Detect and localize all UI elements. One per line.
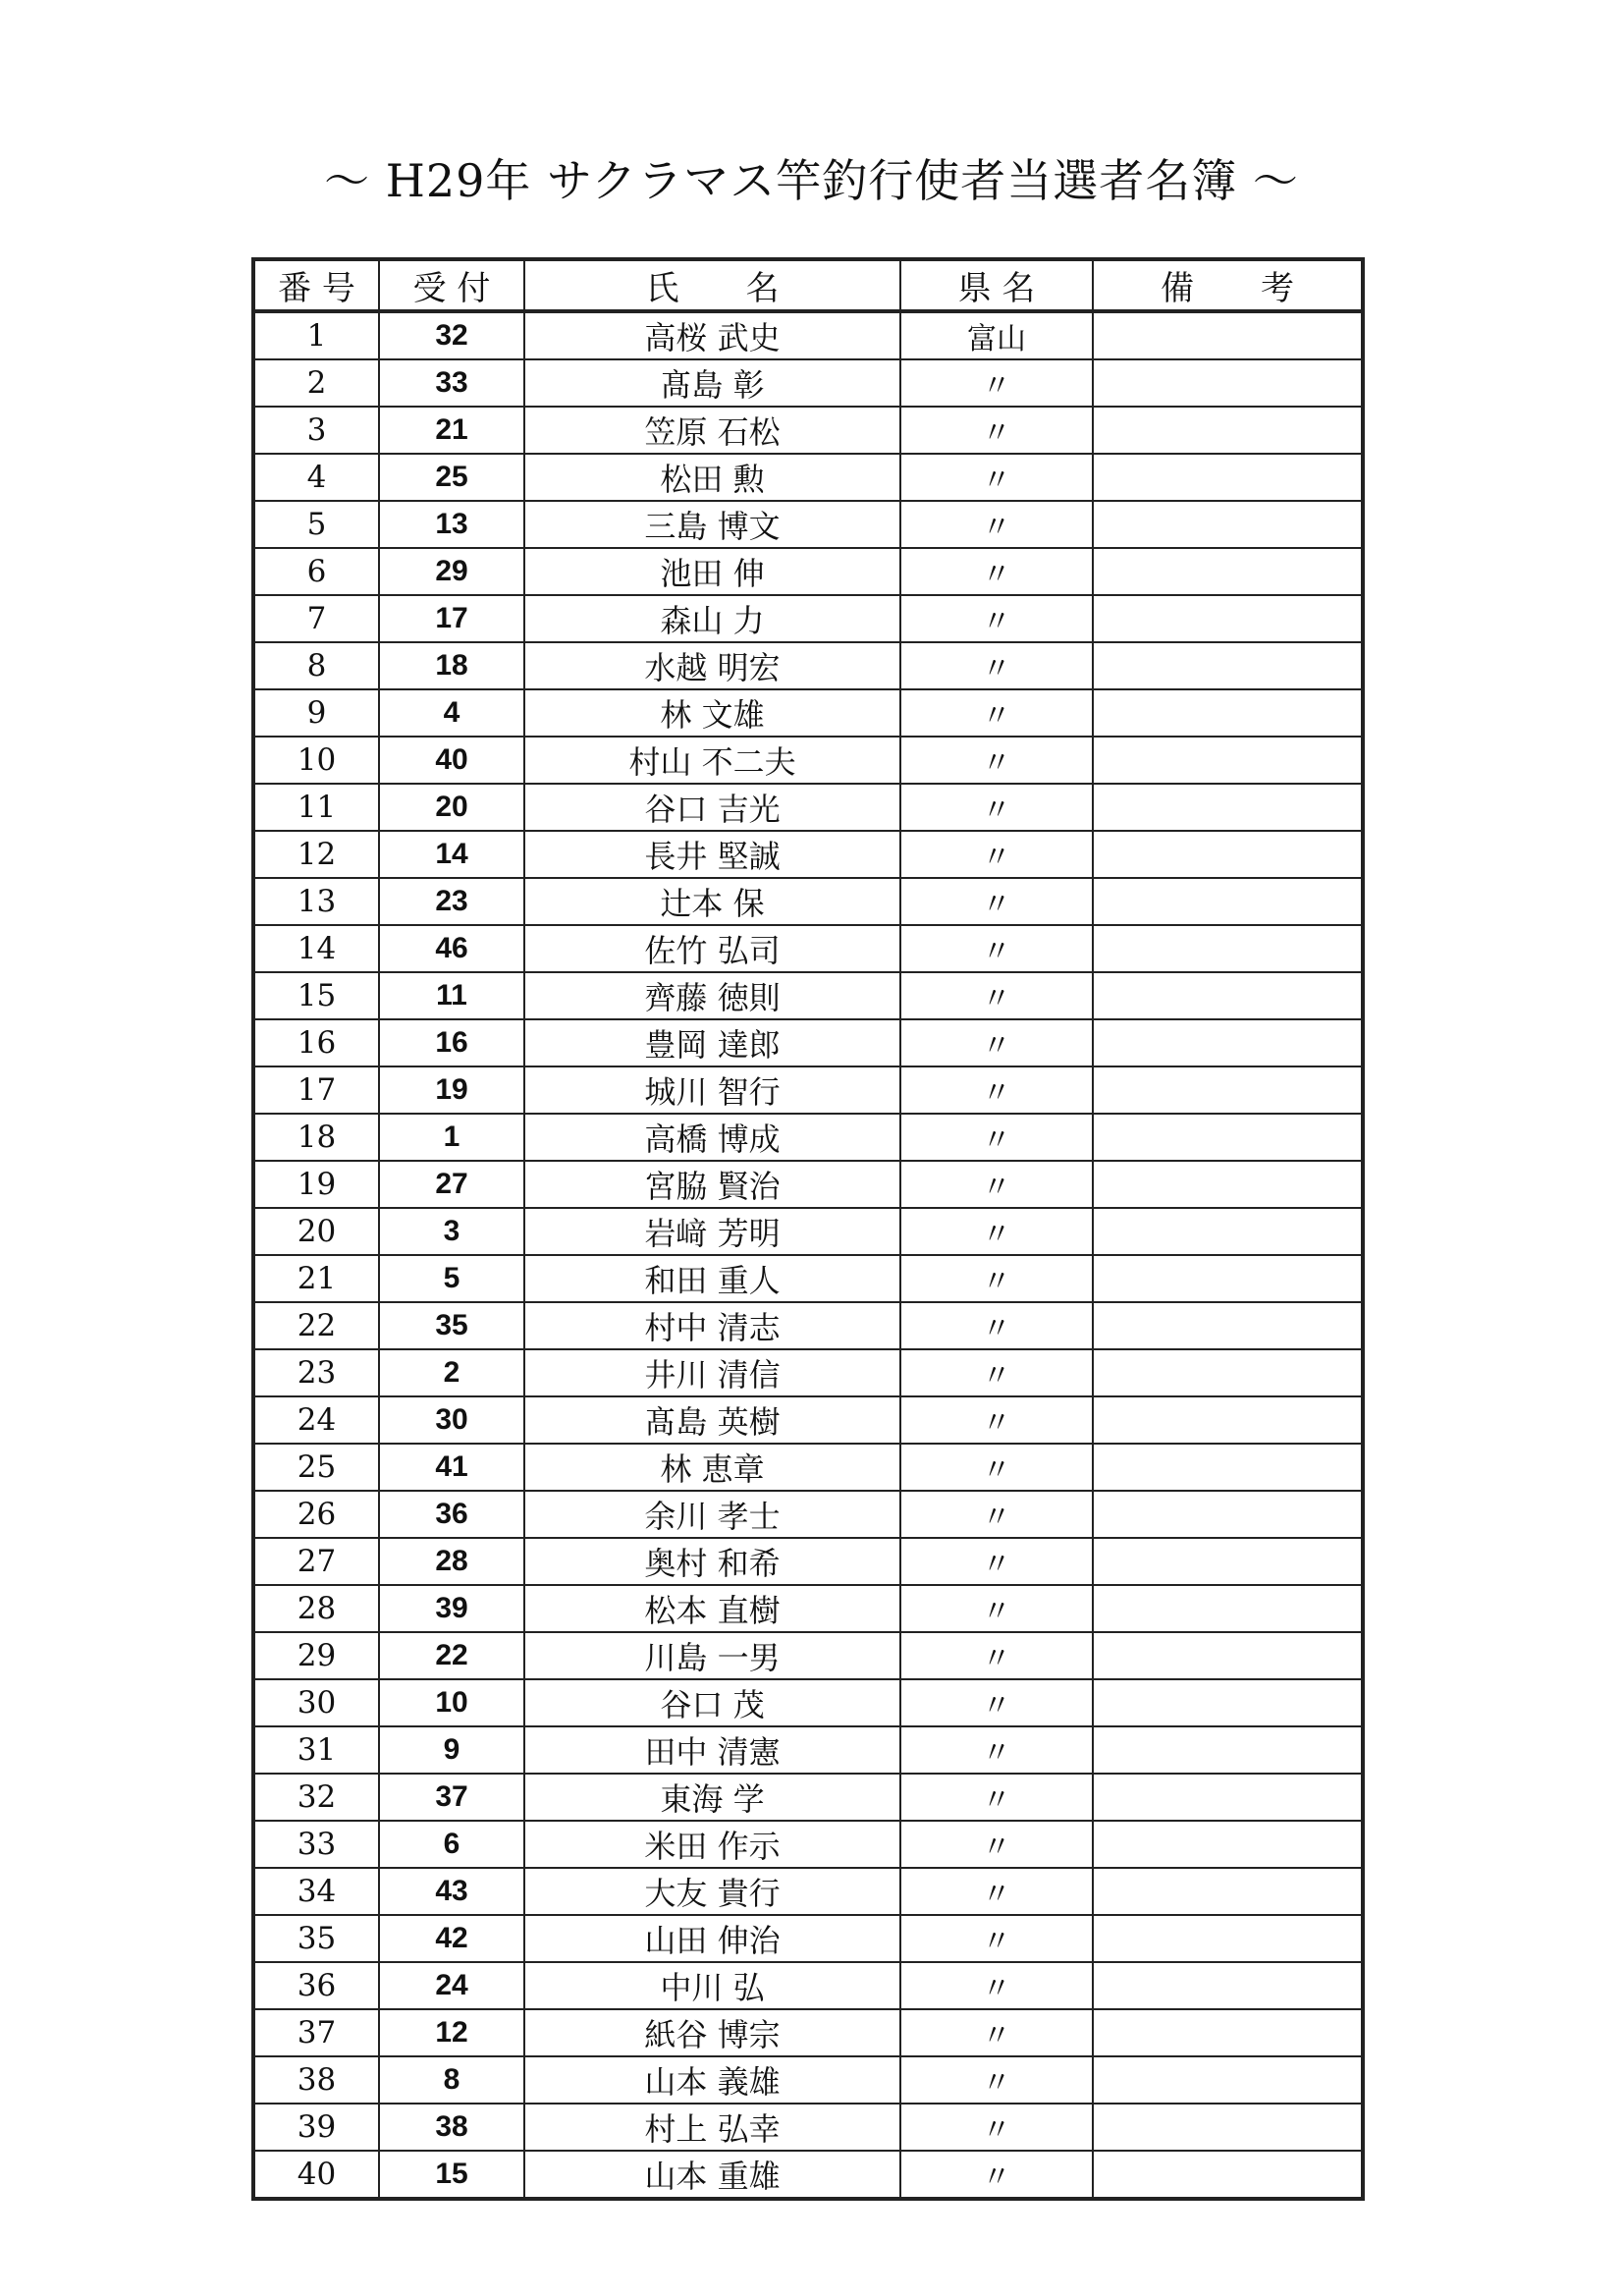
table-row xyxy=(253,1679,1363,1726)
cell-prefecture: 〃 xyxy=(900,501,1093,548)
cell-remarks xyxy=(1093,1915,1363,1962)
cell-prefecture: 〃 xyxy=(900,1208,1093,1255)
table-row xyxy=(253,359,1363,407)
cell-remarks xyxy=(1093,407,1363,454)
cell-name: 和田 重人 xyxy=(524,1255,900,1302)
cell-reception: 14 xyxy=(379,831,524,878)
page-title: ～ H29年 サクラマス竿釣行使者当選者名簿 ～ xyxy=(324,154,1299,207)
cell-prefecture: 〃 xyxy=(900,1632,1093,1679)
cell-name: 大友 貴行 xyxy=(524,1868,900,1915)
cell-number: 9 xyxy=(253,689,379,737)
cell-name: 宮脇 賢治 xyxy=(524,1161,900,1208)
table-row xyxy=(253,1491,1363,1538)
cell-remarks xyxy=(1093,1396,1363,1444)
cell-prefecture: 〃 xyxy=(900,1821,1093,1868)
cell-remarks xyxy=(1093,2009,1363,2056)
cell-reception: 2 xyxy=(379,1349,524,1396)
cell-prefecture: 〃 xyxy=(900,972,1093,1019)
cell-name: 髙島 彰 xyxy=(524,359,900,407)
cell-prefecture: 〃 xyxy=(900,1349,1093,1396)
table-row xyxy=(253,1726,1363,1774)
cell-reception: 4 xyxy=(379,689,524,737)
cell-remarks xyxy=(1093,1679,1363,1726)
table-row xyxy=(253,689,1363,737)
cell-number: 4 xyxy=(253,454,379,501)
cell-number: 7 xyxy=(253,595,379,642)
header-number: 番 号 xyxy=(253,259,379,311)
cell-name: 三島 博文 xyxy=(524,501,900,548)
cell-remarks xyxy=(1093,1208,1363,1255)
cell-prefecture: 〃 xyxy=(900,2009,1093,2056)
cell-remarks xyxy=(1093,737,1363,784)
cell-name: 奥村 和希 xyxy=(524,1538,900,1585)
cell-reception: 35 xyxy=(379,1302,524,1349)
table-row xyxy=(253,501,1363,548)
cell-number: 15 xyxy=(253,972,379,1019)
cell-name: 村上 弘幸 xyxy=(524,2104,900,2151)
cell-name: 紙谷 博宗 xyxy=(524,2009,900,2056)
cell-reception: 38 xyxy=(379,2104,524,2151)
cell-number: 23 xyxy=(253,1349,379,1396)
table-row xyxy=(253,1396,1363,1444)
cell-reception: 16 xyxy=(379,1019,524,1066)
cell-reception: 15 xyxy=(379,2151,524,2199)
cell-name: 豊岡 達郎 xyxy=(524,1019,900,1066)
table-row xyxy=(253,1538,1363,1585)
table-row xyxy=(253,1161,1363,1208)
cell-remarks xyxy=(1093,311,1363,359)
cell-name: 山田 伸治 xyxy=(524,1915,900,1962)
cell-reception: 24 xyxy=(379,1962,524,2009)
cell-name: 米田 作示 xyxy=(524,1821,900,1868)
cell-name: 中川 弘 xyxy=(524,1962,900,2009)
cell-reception: 42 xyxy=(379,1915,524,1962)
cell-remarks xyxy=(1093,642,1363,689)
cell-name: 高橋 博成 xyxy=(524,1114,900,1161)
cell-reception: 3 xyxy=(379,1208,524,1255)
cell-remarks xyxy=(1093,689,1363,737)
cell-prefecture: 〃 xyxy=(900,1114,1093,1161)
cell-remarks xyxy=(1093,1066,1363,1114)
cell-remarks xyxy=(1093,831,1363,878)
cell-prefecture: 〃 xyxy=(900,925,1093,972)
cell-remarks xyxy=(1093,1491,1363,1538)
cell-name: 川島 一男 xyxy=(524,1632,900,1679)
table-row xyxy=(253,2056,1363,2104)
cell-reception: 10 xyxy=(379,1679,524,1726)
header-row xyxy=(253,259,1363,311)
cell-name: 城川 智行 xyxy=(524,1066,900,1114)
cell-number: 12 xyxy=(253,831,379,878)
cell-reception: 5 xyxy=(379,1255,524,1302)
table-row xyxy=(253,831,1363,878)
table-row xyxy=(253,1915,1363,1962)
cell-number: 33 xyxy=(253,1821,379,1868)
cell-reception: 21 xyxy=(379,407,524,454)
cell-number: 10 xyxy=(253,737,379,784)
cell-prefecture: 〃 xyxy=(900,548,1093,595)
cell-reception: 17 xyxy=(379,595,524,642)
cell-reception: 36 xyxy=(379,1491,524,1538)
cell-reception: 13 xyxy=(379,501,524,548)
cell-number: 25 xyxy=(253,1444,379,1491)
table-row xyxy=(253,1019,1363,1066)
cell-number: 35 xyxy=(253,1915,379,1962)
cell-number: 13 xyxy=(253,878,379,925)
cell-remarks xyxy=(1093,1114,1363,1161)
cell-prefecture: 〃 xyxy=(900,689,1093,737)
table-row xyxy=(253,925,1363,972)
table-row xyxy=(253,1821,1363,1868)
table-row xyxy=(253,1349,1363,1396)
cell-prefecture: 〃 xyxy=(900,1019,1093,1066)
cell-reception: 29 xyxy=(379,548,524,595)
cell-number: 26 xyxy=(253,1491,379,1538)
cell-name: 松田 勲 xyxy=(524,454,900,501)
cell-reception: 39 xyxy=(379,1585,524,1632)
cell-number: 36 xyxy=(253,1962,379,2009)
cell-remarks xyxy=(1093,2056,1363,2104)
cell-prefecture: 〃 xyxy=(900,2104,1093,2151)
cell-reception: 9 xyxy=(379,1726,524,1774)
cell-prefecture: 〃 xyxy=(900,1491,1093,1538)
table-row xyxy=(253,1302,1363,1349)
cell-name: 松本 直樹 xyxy=(524,1585,900,1632)
cell-remarks xyxy=(1093,878,1363,925)
cell-number: 30 xyxy=(253,1679,379,1726)
cell-prefecture: 〃 xyxy=(900,1538,1093,1585)
cell-number: 38 xyxy=(253,2056,379,2104)
table-row xyxy=(253,1632,1363,1679)
cell-prefecture: 〃 xyxy=(900,1396,1093,1444)
cell-reception: 43 xyxy=(379,1868,524,1915)
cell-name: 高桜 武史 xyxy=(524,311,900,359)
cell-reception: 33 xyxy=(379,359,524,407)
cell-prefecture: 〃 xyxy=(900,1679,1093,1726)
table-row xyxy=(253,1208,1363,1255)
cell-remarks xyxy=(1093,2104,1363,2151)
cell-prefecture: 〃 xyxy=(900,737,1093,784)
cell-number: 21 xyxy=(253,1255,379,1302)
cell-reception: 12 xyxy=(379,2009,524,2056)
table-row xyxy=(253,642,1363,689)
cell-remarks xyxy=(1093,359,1363,407)
cell-number: 37 xyxy=(253,2009,379,2056)
cell-number: 1 xyxy=(253,311,379,359)
cell-name: 森山 力 xyxy=(524,595,900,642)
cell-number: 34 xyxy=(253,1868,379,1915)
cell-prefecture: 〃 xyxy=(900,2056,1093,2104)
cell-name: 村中 清志 xyxy=(524,1302,900,1349)
cell-prefecture: 〃 xyxy=(900,407,1093,454)
table-row xyxy=(253,972,1363,1019)
cell-number: 27 xyxy=(253,1538,379,1585)
cell-prefecture: 〃 xyxy=(900,831,1093,878)
header-prefecture: 県 名 xyxy=(900,259,1093,311)
cell-prefecture: 〃 xyxy=(900,454,1093,501)
table-body xyxy=(253,311,1363,2199)
cell-name: 山本 義雄 xyxy=(524,2056,900,2104)
cell-remarks xyxy=(1093,1632,1363,1679)
table-row xyxy=(253,1585,1363,1632)
cell-remarks xyxy=(1093,548,1363,595)
table-row xyxy=(253,878,1363,925)
cell-prefecture: 〃 xyxy=(900,1868,1093,1915)
cell-remarks xyxy=(1093,1821,1363,1868)
cell-number: 17 xyxy=(253,1066,379,1114)
cell-remarks xyxy=(1093,1538,1363,1585)
cell-remarks xyxy=(1093,1774,1363,1821)
cell-reception: 1 xyxy=(379,1114,524,1161)
cell-name: 佐竹 弘司 xyxy=(524,925,900,972)
cell-remarks xyxy=(1093,1444,1363,1491)
cell-number: 6 xyxy=(253,548,379,595)
cell-remarks xyxy=(1093,784,1363,831)
cell-prefecture: 〃 xyxy=(900,1161,1093,1208)
cell-reception: 25 xyxy=(379,454,524,501)
cell-reception: 22 xyxy=(379,1632,524,1679)
cell-reception: 19 xyxy=(379,1066,524,1114)
cell-reception: 20 xyxy=(379,784,524,831)
table-row xyxy=(253,548,1363,595)
cell-name: 村山 不二夫 xyxy=(524,737,900,784)
cell-number: 16 xyxy=(253,1019,379,1066)
table-row xyxy=(253,2104,1363,2151)
cell-prefecture: 〃 xyxy=(900,642,1093,689)
cell-prefecture: 〃 xyxy=(900,1444,1093,1491)
cell-number: 5 xyxy=(253,501,379,548)
cell-name: 長井 堅誠 xyxy=(524,831,900,878)
cell-number: 32 xyxy=(253,1774,379,1821)
cell-prefecture: 〃 xyxy=(900,1962,1093,2009)
cell-number: 20 xyxy=(253,1208,379,1255)
cell-name: 齊藤 徳則 xyxy=(524,972,900,1019)
cell-number: 22 xyxy=(253,1302,379,1349)
table-row xyxy=(253,2151,1363,2199)
cell-name: 岩﨑 芳明 xyxy=(524,1208,900,1255)
cell-number: 28 xyxy=(253,1585,379,1632)
cell-name: 髙島 英樹 xyxy=(524,1396,900,1444)
cell-prefecture: 〃 xyxy=(900,1302,1093,1349)
cell-reception: 30 xyxy=(379,1396,524,1444)
cell-remarks xyxy=(1093,925,1363,972)
table-row xyxy=(253,1962,1363,2009)
cell-prefecture: 〃 xyxy=(900,2151,1093,2199)
cell-prefecture: 〃 xyxy=(900,1726,1093,1774)
cell-name: 東海 学 xyxy=(524,1774,900,1821)
cell-prefecture: 〃 xyxy=(900,1915,1093,1962)
cell-name: 谷口 吉光 xyxy=(524,784,900,831)
cell-prefecture: 〃 xyxy=(900,359,1093,407)
cell-prefecture: 〃 xyxy=(900,595,1093,642)
cell-number: 8 xyxy=(253,642,379,689)
cell-reception: 8 xyxy=(379,2056,524,2104)
table-row xyxy=(253,1114,1363,1161)
table-header xyxy=(253,259,1363,311)
cell-prefecture: 〃 xyxy=(900,878,1093,925)
cell-remarks xyxy=(1093,501,1363,548)
cell-name: 余川 孝士 xyxy=(524,1491,900,1538)
table-row xyxy=(253,454,1363,501)
cell-number: 18 xyxy=(253,1114,379,1161)
cell-number: 19 xyxy=(253,1161,379,1208)
table-row xyxy=(253,1774,1363,1821)
cell-prefecture: 〃 xyxy=(900,1585,1093,1632)
cell-prefecture: 〃 xyxy=(900,1066,1093,1114)
cell-name: 水越 明宏 xyxy=(524,642,900,689)
cell-name: 池田 伸 xyxy=(524,548,900,595)
cell-remarks xyxy=(1093,595,1363,642)
cell-name: 林 恵章 xyxy=(524,1444,900,1491)
cell-remarks xyxy=(1093,2151,1363,2199)
cell-number: 3 xyxy=(253,407,379,454)
cell-number: 29 xyxy=(253,1632,379,1679)
cell-reception: 37 xyxy=(379,1774,524,1821)
cell-reception: 11 xyxy=(379,972,524,1019)
cell-remarks xyxy=(1093,1019,1363,1066)
cell-remarks xyxy=(1093,454,1363,501)
header-remarks: 備 考 xyxy=(1093,259,1363,311)
cell-remarks xyxy=(1093,1349,1363,1396)
cell-prefecture: 〃 xyxy=(900,1774,1093,1821)
cell-name: 辻本 保 xyxy=(524,878,900,925)
cell-prefecture: 富山 xyxy=(900,311,1093,359)
cell-reception: 41 xyxy=(379,1444,524,1491)
cell-remarks xyxy=(1093,1868,1363,1915)
cell-remarks xyxy=(1093,1726,1363,1774)
table-row xyxy=(253,1444,1363,1491)
table-row xyxy=(253,311,1363,359)
cell-number: 39 xyxy=(253,2104,379,2151)
cell-remarks xyxy=(1093,1962,1363,2009)
cell-name: 笠原 石松 xyxy=(524,407,900,454)
cell-number: 24 xyxy=(253,1396,379,1444)
cell-reception: 27 xyxy=(379,1161,524,1208)
cell-remarks xyxy=(1093,1585,1363,1632)
cell-remarks xyxy=(1093,1302,1363,1349)
cell-reception: 32 xyxy=(379,311,524,359)
cell-name: 井川 清信 xyxy=(524,1349,900,1396)
table-row xyxy=(253,784,1363,831)
cell-remarks xyxy=(1093,1161,1363,1208)
table-row xyxy=(253,1255,1363,1302)
cell-name: 林 文雄 xyxy=(524,689,900,737)
cell-name: 田中 清憲 xyxy=(524,1726,900,1774)
cell-number: 14 xyxy=(253,925,379,972)
table-row xyxy=(253,2009,1363,2056)
table-row xyxy=(253,595,1363,642)
cell-reception: 40 xyxy=(379,737,524,784)
cell-reception: 23 xyxy=(379,878,524,925)
table-row xyxy=(253,407,1363,454)
header-name: 氏 名 xyxy=(524,259,900,311)
cell-number: 2 xyxy=(253,359,379,407)
cell-number: 40 xyxy=(253,2151,379,2199)
cell-prefecture: 〃 xyxy=(900,784,1093,831)
cell-prefecture: 〃 xyxy=(900,1255,1093,1302)
cell-reception: 18 xyxy=(379,642,524,689)
cell-number: 11 xyxy=(253,784,379,831)
header-reception: 受 付 xyxy=(379,259,524,311)
cell-reception: 46 xyxy=(379,925,524,972)
cell-reception: 28 xyxy=(379,1538,524,1585)
cell-reception: 6 xyxy=(379,1821,524,1868)
cell-name: 谷口 茂 xyxy=(524,1679,900,1726)
table-row xyxy=(253,1066,1363,1114)
cell-name: 山本 重雄 xyxy=(524,2151,900,2199)
cell-number: 31 xyxy=(253,1726,379,1774)
winners-table xyxy=(251,257,1365,2201)
cell-remarks xyxy=(1093,1255,1363,1302)
table-row xyxy=(253,737,1363,784)
cell-remarks xyxy=(1093,972,1363,1019)
table-row xyxy=(253,1868,1363,1915)
